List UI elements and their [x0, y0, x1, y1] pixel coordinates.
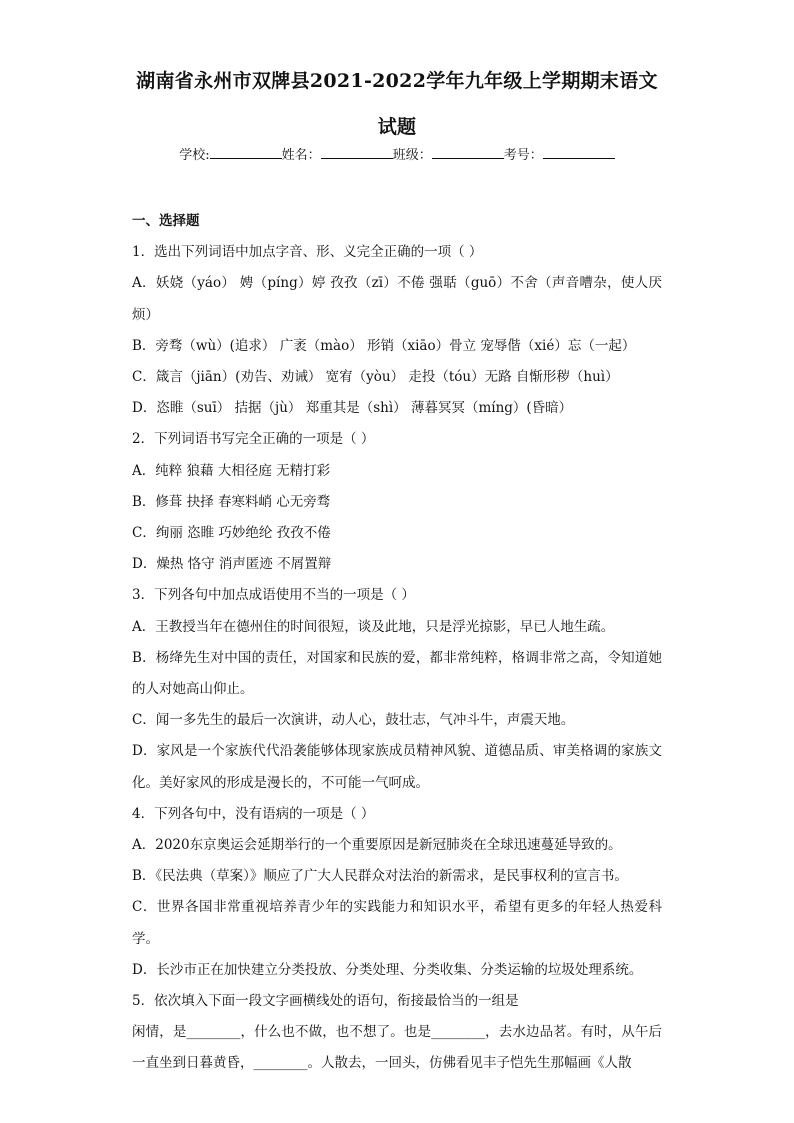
school-field — [179, 144, 281, 163]
question-5-stem: 5．依次填入下面一段文字画横线处的语句，衔接最恰当的一组是 — [132, 993, 519, 1010]
section-heading: 一、选择题 — [132, 213, 200, 229]
exam-title-line2: 试题 — [377, 116, 417, 138]
question-3-option-a: A．王教授当年在德州住的时间很短，谈及此地，只是浮光掠影，早已人地生疏。 — [132, 618, 615, 635]
exam-title-line1: 湖南省永州市双牌县2021-2022学年九年级上学期期末语文 — [136, 70, 658, 92]
question-2-option-b: B．修葺 抉择 春寒料峭 心无旁骛 — [132, 493, 331, 510]
question-4-option-d: D．长沙市正在加快建立分类投放、分类处理、分类收集、分类运输的垃圾处理系统。 — [132, 961, 643, 978]
class-blank[interactable] — [432, 146, 504, 159]
question-4-option-a: A．2020东京奥运会延期举行的一个重要原因是新冠肺炎在全球迅速蔓延导致的。 — [132, 837, 622, 854]
question-1-option-c: C．箴言（jiān）(劝告、劝诫） 宽宥（yòu） 走投（tóu）无路 自惭形秽（huì） — [132, 369, 619, 386]
exam-number-blank[interactable] — [543, 146, 615, 159]
question-2-option-c: C．绚丽 恣睢 巧妙绝纶 孜孜不倦 — [132, 525, 331, 542]
question-5-passage: 闲情，是________，什么也不做，也不想了。也是________，去水边品茗。有时，从午后一直坐到日暮黄昏，________。人散去，一回头，仿佛看见丰子恺先生那幅画《人散 — [132, 1024, 662, 1072]
question-1-stem: 1．选出下列词语中加点字音、形、义完全正确的一项（ ） — [132, 244, 483, 261]
exam-content — [132, 206, 662, 1080]
class-field — [393, 144, 504, 163]
exam-number-field — [504, 144, 615, 163]
question-1-option-b: B．旁骛（wù）(追求） 广袤（mào） 形销（xiāo）骨立 宠辱偕（xié）忘（一起） — [132, 337, 636, 354]
class-label: 班级： — [392, 148, 432, 163]
name-blank[interactable] — [321, 146, 393, 159]
question-1-option-d: D．恣睢（suī） 拮据（jù） 郑重其是（shì） 薄暮冥冥（míng）(昏暗） — [132, 400, 573, 417]
question-1-option-a: A．妖娆（yáo） 娉（píng）婷 孜孜（zī）不倦 强聒（guō）不舍（声音嘈杂，使人厌烦） — [132, 275, 662, 323]
question-3-stem: 3．下列各句中加点成语使用不当的一项是（ ） — [132, 587, 415, 604]
question-3-option-b: B．杨绛先生对中国的责任，对国家和民族的爱，都非常纯粹，格调非常之高，令知道她的人对她高山仰止。 — [132, 649, 662, 698]
question-3-option-d: D．家风是一个家族代代沿袭能够体现家族成员精神风貌、道德品质、审美格调的家族文化。美好家风的形成是漫长的，不可能一气呵成。 — [132, 743, 662, 791]
exam-number-label: 考号： — [503, 148, 543, 163]
question-2-option-d: D．燥热 恪守 消声匿迹 不屑置辩 — [132, 556, 332, 573]
name-field — [282, 144, 393, 163]
question-2-stem: 2．下列词语书写完全正确的一项是（ ） — [132, 431, 375, 448]
question-4-option-b: B．《民法典（草案）》顺应了广大人民群众对法治的新需求，是民事权利的宣言书。 — [132, 868, 628, 885]
question-4-option-c: C．世界各国非常重视培养青少年的实践能力和知识水平，希望有更多的年轻人热爱科学。 — [132, 899, 662, 947]
school-label: 学校: — [179, 148, 210, 163]
school-blank[interactable] — [210, 146, 282, 159]
question-3-option-c: C．闻一多先生的最后一次演讲，动人心，鼓壮志，气冲斗牛，声震天地。 — [132, 712, 575, 729]
question-4-stem: 4．下列各句中，没有语病的一项是（ ） — [132, 805, 375, 822]
student-info-row — [0, 144, 794, 163]
question-2-option-a: A．纯粹 狼藉 大相径庭 无精打彩 — [132, 462, 331, 479]
name-label: 姓名： — [281, 148, 321, 163]
